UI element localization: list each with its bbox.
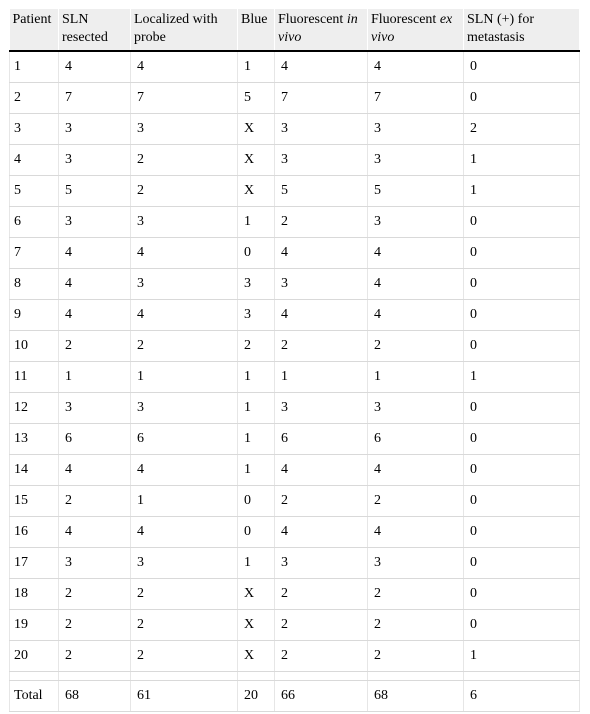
header-text: Fluorescent — [371, 12, 440, 27]
table-cell: 15 — [10, 486, 59, 517]
table-cell: 3 — [368, 114, 464, 145]
table-cell: 1 — [238, 455, 275, 486]
table-cell: 3 — [131, 269, 238, 300]
table-cell: 0 — [464, 300, 580, 331]
table-cell: 3 — [131, 114, 238, 145]
table-cell: 1 — [464, 145, 580, 176]
spacer-cell — [464, 672, 580, 681]
spacer-cell — [10, 672, 59, 681]
total-cell: 66 — [275, 681, 368, 712]
table-cell: 2 — [368, 331, 464, 362]
table-cell: 2 — [275, 207, 368, 238]
table-cell: 2 — [368, 486, 464, 517]
table-row — [10, 610, 580, 641]
table-cell: 16 — [10, 517, 59, 548]
header-text-italic: ex vivo — [371, 12, 453, 45]
table-cell: 5 — [368, 176, 464, 207]
table-cell: 6 — [131, 424, 238, 455]
table-cell: 4 — [59, 269, 131, 300]
table-cell: 1 — [131, 362, 238, 393]
table-cell: X — [238, 579, 275, 610]
table-row — [10, 548, 580, 579]
table-container — [9, 9, 579, 712]
table-cell: 1 — [464, 176, 580, 207]
table-cell: 0 — [464, 269, 580, 300]
table-cell: 2 — [10, 83, 59, 114]
table-cell: 2 — [275, 331, 368, 362]
table-cell: X — [238, 176, 275, 207]
header-text: Patient — [12, 12, 52, 27]
table-cell: 1 — [59, 362, 131, 393]
table-cell: 11 — [10, 362, 59, 393]
table-cell: 1 — [238, 548, 275, 579]
table-cell: 3 — [238, 269, 275, 300]
table-cell: 0 — [464, 579, 580, 610]
table-cell: 20 — [10, 641, 59, 672]
table-cell: 1 — [464, 641, 580, 672]
table-cell: 4 — [131, 455, 238, 486]
table-row — [10, 114, 580, 145]
table-cell: 14 — [10, 455, 59, 486]
header-text: Blue — [241, 12, 268, 27]
spacer-cell — [131, 672, 238, 681]
total-cell: 20 — [238, 681, 275, 712]
table-cell: 1 — [275, 362, 368, 393]
total-cell: 68 — [59, 681, 131, 712]
table-cell: 3 — [368, 145, 464, 176]
table-cell: 4 — [59, 455, 131, 486]
table-row — [10, 393, 580, 424]
table-cell: 1 — [368, 362, 464, 393]
table-cell: 0 — [464, 455, 580, 486]
table-cell: 18 — [10, 579, 59, 610]
table-body — [10, 51, 580, 712]
header-text: SLN (+) for metastasis — [467, 12, 534, 45]
table-cell: 3 — [59, 145, 131, 176]
table-cell: 9 — [10, 300, 59, 331]
table-cell: 0 — [464, 51, 580, 83]
table-row — [10, 362, 580, 393]
table-row — [10, 145, 580, 176]
table-cell: 4 — [131, 238, 238, 269]
table-cell: 4 — [59, 238, 131, 269]
table-row — [10, 455, 580, 486]
table-cell: 3 — [10, 114, 59, 145]
table-cell: 0 — [464, 207, 580, 238]
table-cell: 0 — [464, 393, 580, 424]
table-cell: 17 — [10, 548, 59, 579]
table-cell: 2 — [368, 641, 464, 672]
table-cell: 1 — [238, 362, 275, 393]
table-cell: 2 — [131, 610, 238, 641]
spacer-cell — [275, 672, 368, 681]
table-cell: 2 — [131, 176, 238, 207]
table-row — [10, 238, 580, 269]
table-row — [10, 424, 580, 455]
table-row — [10, 579, 580, 610]
table-cell: 3 — [368, 393, 464, 424]
total-cell: 68 — [368, 681, 464, 712]
table-cell: 3 — [275, 269, 368, 300]
table-cell: 4 — [275, 517, 368, 548]
total-cell: 6 — [464, 681, 580, 712]
header-patient — [10, 9, 59, 51]
table-cell: 3 — [59, 114, 131, 145]
table-cell: 3 — [238, 300, 275, 331]
table-cell: 4 — [275, 300, 368, 331]
table-row — [10, 331, 580, 362]
table-cell: 2 — [275, 610, 368, 641]
table-cell: 7 — [10, 238, 59, 269]
table-cell: 6 — [368, 424, 464, 455]
header-sln-positive-metastasis — [464, 9, 580, 51]
header-fluorescent-in-vivo — [275, 9, 368, 51]
table-cell: 2 — [238, 331, 275, 362]
table-cell: 4 — [131, 51, 238, 83]
table-cell: 7 — [59, 83, 131, 114]
table-cell: 3 — [131, 207, 238, 238]
table-cell: 2 — [275, 641, 368, 672]
table-cell: X — [238, 114, 275, 145]
table-cell: 0 — [464, 424, 580, 455]
table-cell: 7 — [368, 83, 464, 114]
table-cell: 0 — [238, 238, 275, 269]
table-cell: 5 — [10, 176, 59, 207]
table-cell: 3 — [368, 548, 464, 579]
table-cell: 2 — [131, 145, 238, 176]
table-cell: 4 — [131, 517, 238, 548]
table-cell: 1 — [238, 51, 275, 83]
table-cell: 4 — [368, 51, 464, 83]
table-cell: 3 — [275, 114, 368, 145]
table-row — [10, 176, 580, 207]
table-cell: X — [238, 610, 275, 641]
table-cell: 4 — [10, 145, 59, 176]
table-cell: 10 — [10, 331, 59, 362]
table-cell: 7 — [131, 83, 238, 114]
table-cell: 5 — [275, 176, 368, 207]
table-cell: 0 — [238, 486, 275, 517]
table-cell: 4 — [368, 300, 464, 331]
table-cell: 5 — [238, 83, 275, 114]
total-cell: 61 — [131, 681, 238, 712]
table-cell: 0 — [464, 331, 580, 362]
header-fluorescent-ex-vivo — [368, 9, 464, 51]
table-cell: 3 — [275, 393, 368, 424]
table-cell: 8 — [10, 269, 59, 300]
table-cell: 0 — [464, 83, 580, 114]
table-cell: 2 — [59, 610, 131, 641]
table-cell: 2 — [131, 579, 238, 610]
table-cell: 6 — [59, 424, 131, 455]
table-cell: 4 — [368, 269, 464, 300]
table-cell: 2 — [59, 579, 131, 610]
total-row — [10, 681, 580, 712]
total-label: Total — [10, 681, 59, 712]
table-cell: X — [238, 641, 275, 672]
table-cell: 4 — [368, 238, 464, 269]
table-cell: 4 — [131, 300, 238, 331]
spacer-cell — [368, 672, 464, 681]
table-cell: 4 — [368, 517, 464, 548]
table-cell: 3 — [275, 145, 368, 176]
table-cell: 2 — [368, 610, 464, 641]
table-cell: 3 — [275, 548, 368, 579]
table-cell: 7 — [275, 83, 368, 114]
header-row — [10, 9, 580, 51]
table-cell: 3 — [59, 548, 131, 579]
table-cell: 1 — [238, 207, 275, 238]
table-row — [10, 517, 580, 548]
table-row — [10, 207, 580, 238]
table-cell: 3 — [59, 207, 131, 238]
sln-results-table — [9, 9, 580, 712]
header-text: SLN resected — [62, 12, 108, 45]
table-cell: 1 — [238, 393, 275, 424]
table-cell: 12 — [10, 393, 59, 424]
table-cell: X — [238, 145, 275, 176]
table-header — [10, 9, 580, 51]
table-row — [10, 641, 580, 672]
header-sln-resected — [59, 9, 131, 51]
table-cell: 1 — [10, 51, 59, 83]
table-cell: 6 — [10, 207, 59, 238]
table-cell: 5 — [59, 176, 131, 207]
header-text: Localized with probe — [134, 12, 218, 45]
table-cell: 3 — [131, 548, 238, 579]
table-cell: 4 — [275, 51, 368, 83]
table-cell: 4 — [275, 455, 368, 486]
spacer-cell — [59, 672, 131, 681]
table-cell: 19 — [10, 610, 59, 641]
table-cell: 3 — [131, 393, 238, 424]
table-cell: 3 — [368, 207, 464, 238]
table-cell: 4 — [59, 300, 131, 331]
header-blue — [238, 9, 275, 51]
table-cell: 0 — [464, 610, 580, 641]
table-row — [10, 83, 580, 114]
table-row — [10, 51, 580, 83]
table-cell: 0 — [238, 517, 275, 548]
table-cell: 0 — [464, 486, 580, 517]
table-cell: 2 — [59, 331, 131, 362]
spacer-row — [10, 672, 580, 681]
table-row — [10, 300, 580, 331]
header-text: Fluorescent — [278, 12, 347, 27]
table-cell: 4 — [275, 238, 368, 269]
spacer-cell — [238, 672, 275, 681]
table-cell: 2 — [131, 641, 238, 672]
table-cell: 2 — [131, 331, 238, 362]
table-cell: 0 — [464, 517, 580, 548]
table-cell: 1 — [238, 424, 275, 455]
table-cell: 2 — [59, 486, 131, 517]
table-row — [10, 269, 580, 300]
table-row — [10, 486, 580, 517]
table-cell: 2 — [464, 114, 580, 145]
table-cell: 2 — [59, 641, 131, 672]
table-cell: 2 — [368, 579, 464, 610]
table-cell: 4 — [59, 51, 131, 83]
table-cell: 4 — [59, 517, 131, 548]
table-cell: 1 — [464, 362, 580, 393]
table-cell: 6 — [275, 424, 368, 455]
table-cell: 2 — [275, 486, 368, 517]
table-cell: 2 — [275, 579, 368, 610]
table-cell: 4 — [368, 455, 464, 486]
table-cell: 0 — [464, 548, 580, 579]
table-cell: 1 — [131, 486, 238, 517]
header-localized-with-probe — [131, 9, 238, 51]
table-cell: 13 — [10, 424, 59, 455]
table-cell: 0 — [464, 238, 580, 269]
table-cell: 3 — [59, 393, 131, 424]
header-text-italic: in vivo — [278, 12, 358, 45]
